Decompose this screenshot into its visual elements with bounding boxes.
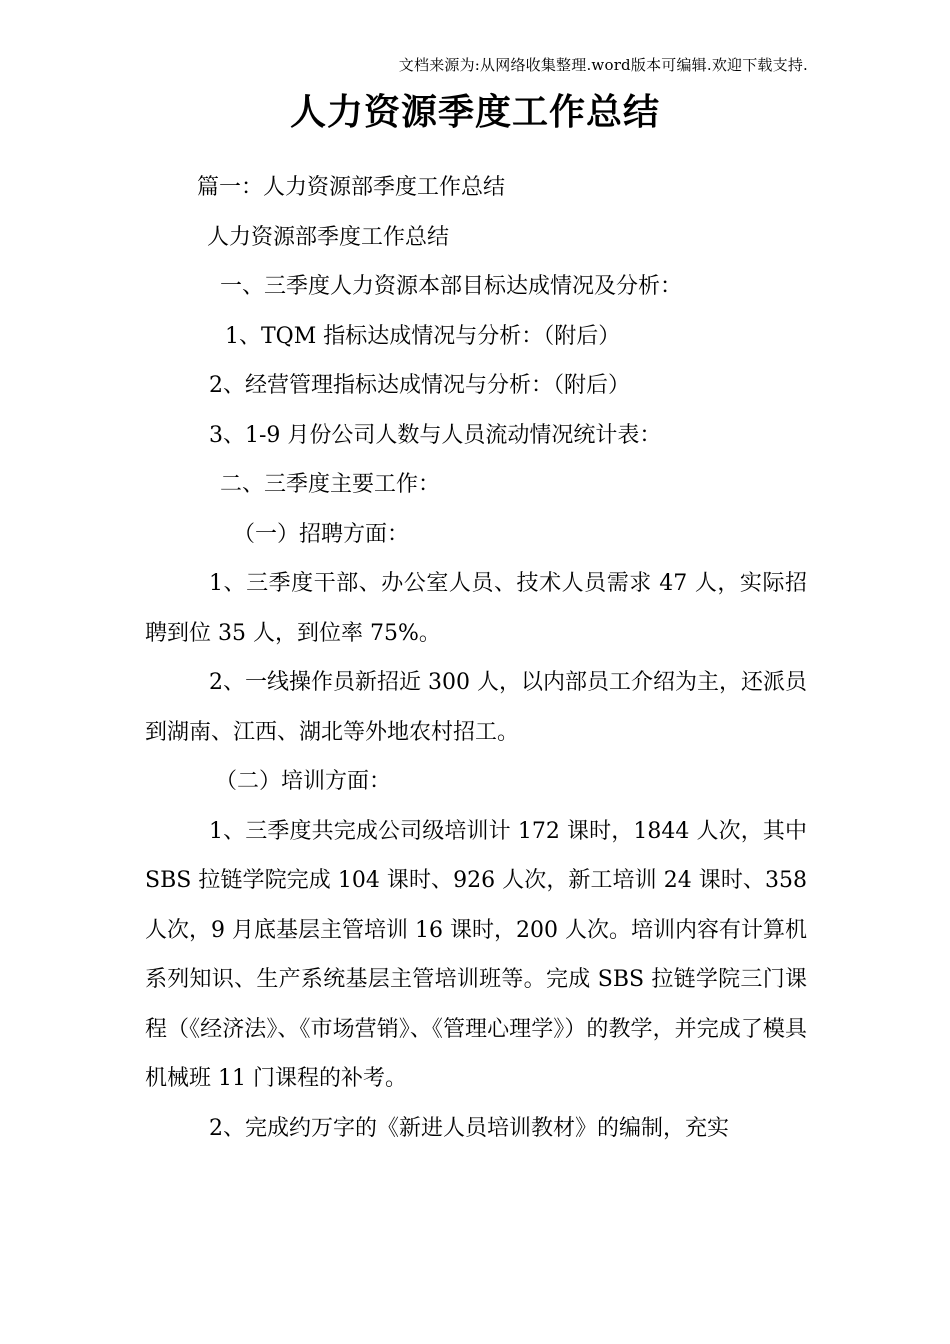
document-body: [145, 163, 807, 1153]
list-item-headcount: 3、1-9 月份公司人数与人员流动情况统计表：: [209, 422, 662, 448]
section-heading-1: 一、三季度人力资源本部目标达成情况及分析：: [220, 274, 683, 299]
subsection-training: （二）培训方面：: [215, 769, 392, 794]
list-item-tqm: 1、TQM 指标达成情况与分析：（附后）: [225, 323, 621, 349]
section-heading-article-1: 篇一：人力资源部季度工作总结: [197, 175, 506, 200]
paragraph-training-1: 1、三季度共完成公司级培训计 172 课时，1844 人次，其中 SBS 拉链学院完成 104 课时、926 人次，新工培训 24 课时、358 人次，9 月底基层主管培训 16 课时，200 人次。培训内容有计算机系列知识、生产系统基层主管培训班等。完成 SBS 拉链学院三门课程（《经济法》、《市场营销》、《管理心理学》）的教学，并完成了模具机械班 11 门课程的补考。: [145, 818, 807, 1091]
section-heading-2: 二、三季度主要工作：: [220, 472, 441, 497]
subtitle: 人力资源部季度工作总结: [207, 224, 450, 250]
paragraph-recruitment-1: 1、三季度干部、办公室人员、技术人员需求 47 人，实际招聘到位 35 人，到位率 75%。: [145, 571, 807, 646]
paragraph-recruitment-2: 2、一线操作员新招近 300 人，以内部员工介绍为主，还派员到湖南、江西、湖北等外地农村招工。: [145, 670, 807, 745]
paragraph-training-2: 2、完成约万字的《新进人员培训教材》的编制，充实: [209, 1115, 729, 1141]
document-title: 人力资源季度工作总结: [289, 91, 660, 133]
source-note: 文档来源为:从网络收集整理.word版本可编辑.欢迎下载支持.: [398, 56, 808, 74]
list-item-management: 2、经营管理指标达成情况与分析：（附后）: [209, 373, 630, 398]
subsection-recruitment: （一）招聘方面：: [233, 521, 410, 547]
